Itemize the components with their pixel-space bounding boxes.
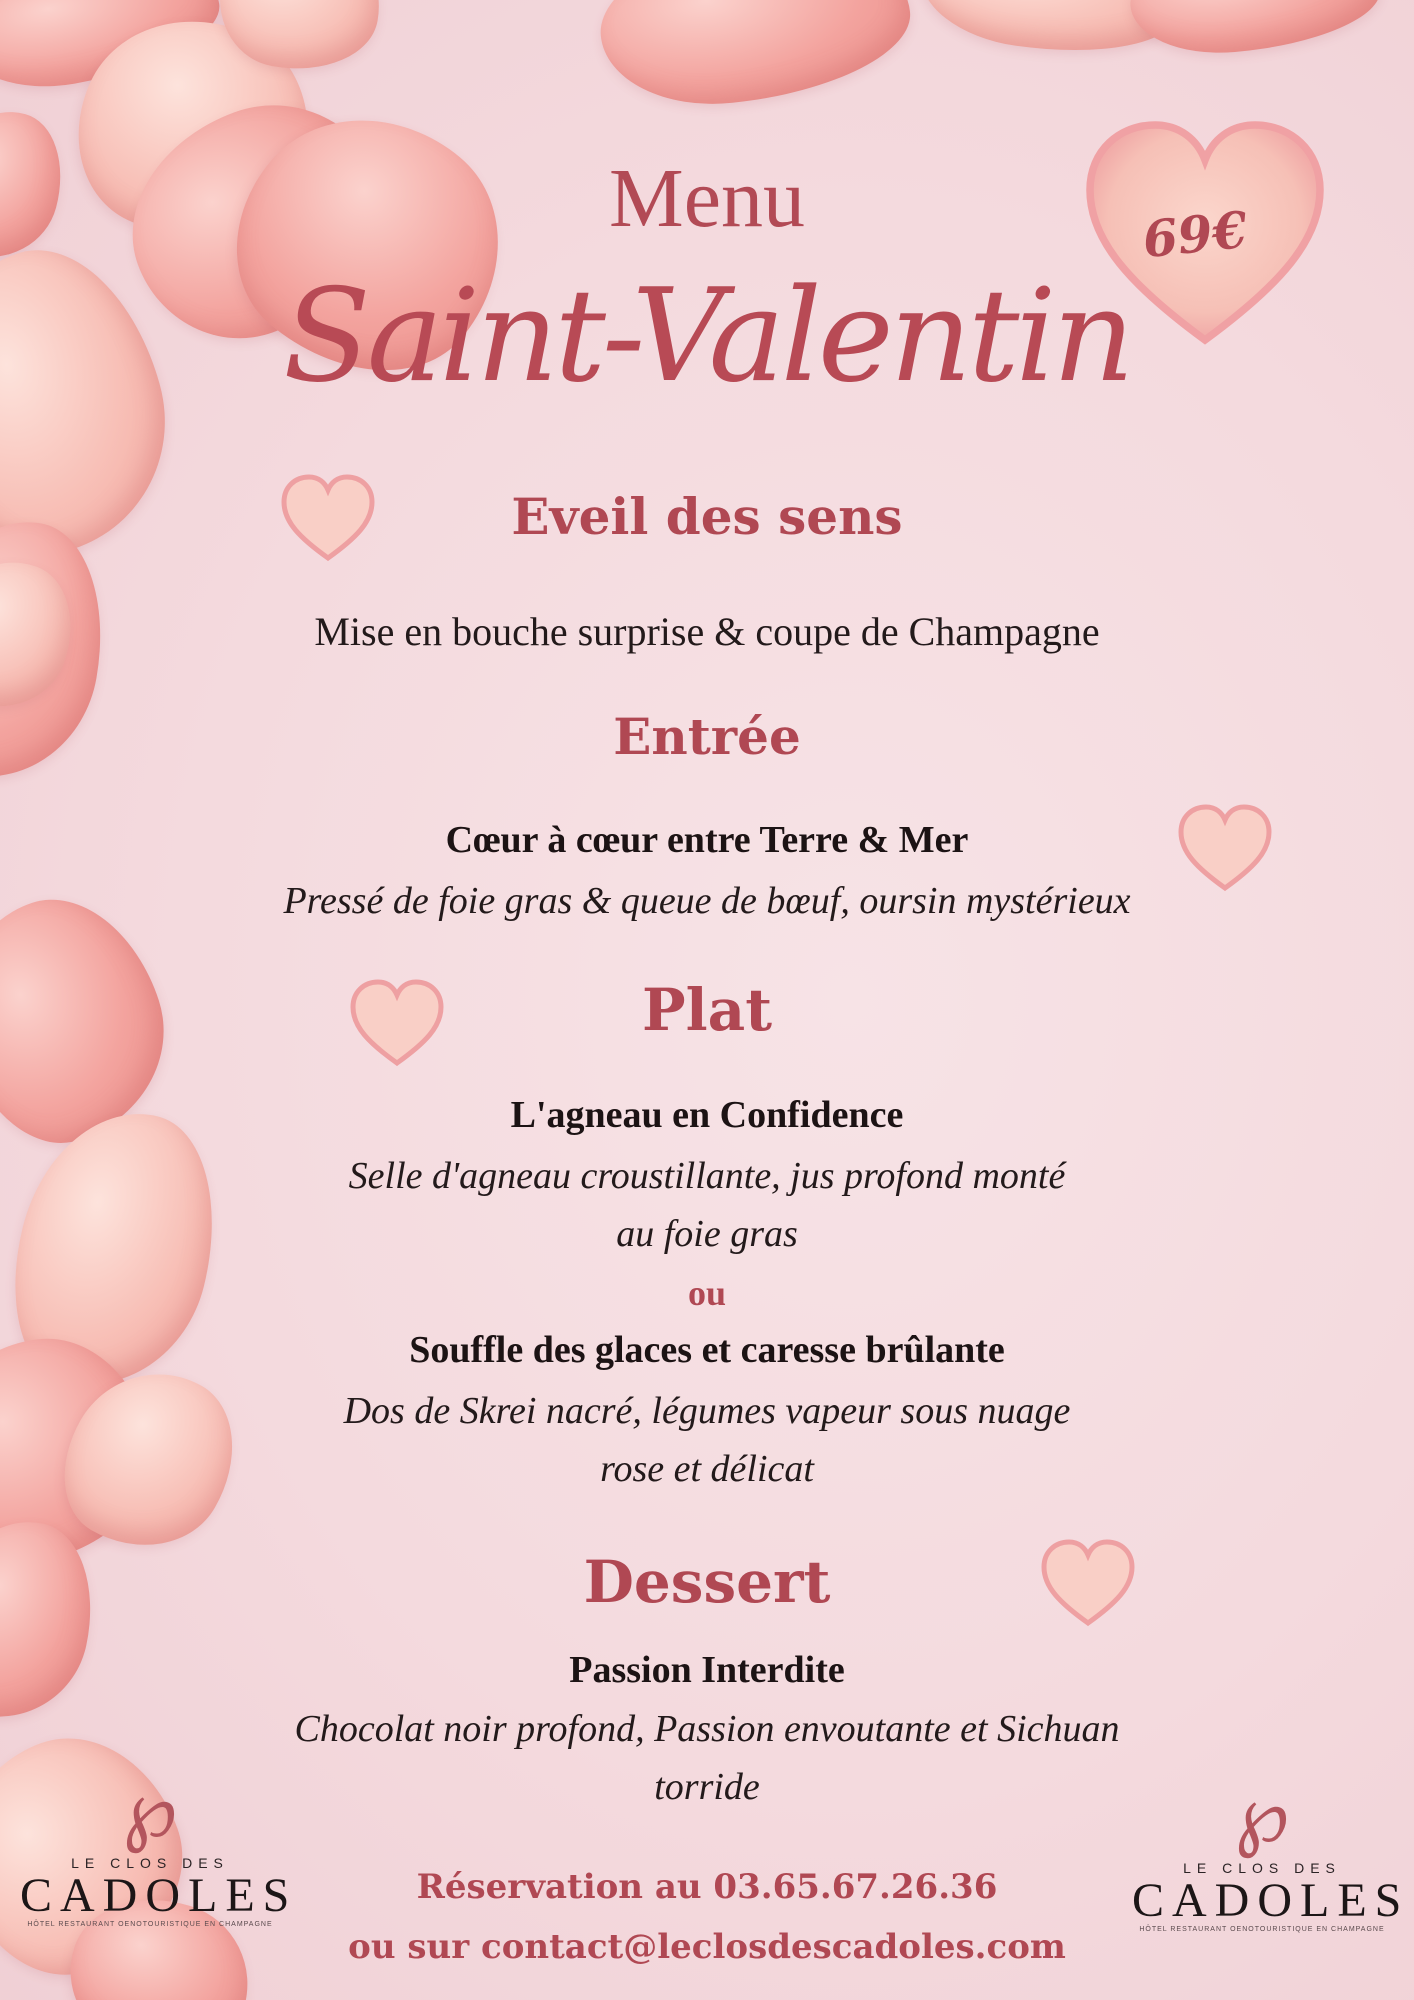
section-title-eveil: Eveil des sens [511,487,903,546]
logo-mark-icon: ℘ [1234,1770,1290,1860]
logo-right [1132,1770,1410,1933]
plat-dish-1-name: L'agneau en Confidence [510,1094,904,1136]
plat-dish-2-name: Souffle des glaces et caresse brûlante [409,1329,1005,1371]
dessert-description-line2: torride [654,1766,760,1808]
section-title-plat: Plat [641,976,773,1044]
plat-dish-2-description-line1: Dos de Skrei nacré, légumes vapeur sous nuage [343,1390,1071,1432]
logo-subtitle: HÔTEL RESTAURANT OENOTOURISTIQUE EN CHAMPAGNE [27,1921,273,1928]
logo-name: CADOLES [20,1869,298,1922]
reservation-email: ou sur contact@leclosdescadoles.com [348,1927,1066,1967]
reservation-phone: Réservation au 03.65.67.26.36 [416,1867,998,1907]
logo-subtitle: HÔTEL RESTAURANT OENOTOURISTIQUE EN CHAMPAGNE [1139,1926,1385,1933]
plat-dish-2-description-line2: rose et délicat [600,1448,814,1490]
price-label: 69€ [1140,199,1250,270]
menu-heading: Menu [609,152,805,245]
section-title-dessert: Dessert [583,1548,831,1616]
logo-top-text: LE CLOS DES [71,1855,229,1871]
logo-mark-icon: ℘ [122,1765,178,1855]
logo-name: CADOLES [1132,1874,1410,1927]
eveil-text: Mise en bouche surprise & coupe de Champagne [314,609,1100,654]
dessert-dish-name: Passion Interdite [569,1649,845,1691]
page-title: Saint-Valentin [283,262,1131,411]
logo-top-text: LE CLOS DES [1183,1860,1341,1876]
logo-left [20,1765,298,1928]
section-title-entree: Entrée [613,707,801,766]
plat-dish-1-description-line1: Selle d'agneau croustillante, jus profond monté [348,1155,1066,1197]
dessert-description-line1: Chocolat noir profond, Passion envoutante et Sichuan [294,1708,1120,1750]
plat-or-separator: ou [687,1273,727,1313]
plat-dish-1-description-line2: au foie gras [616,1213,798,1255]
entree-dish-name: Cœur à cœur entre Terre & Mer [445,819,969,861]
entree-description: Pressé de foie gras & queue de bœuf, oursin mystérieux [283,880,1131,922]
